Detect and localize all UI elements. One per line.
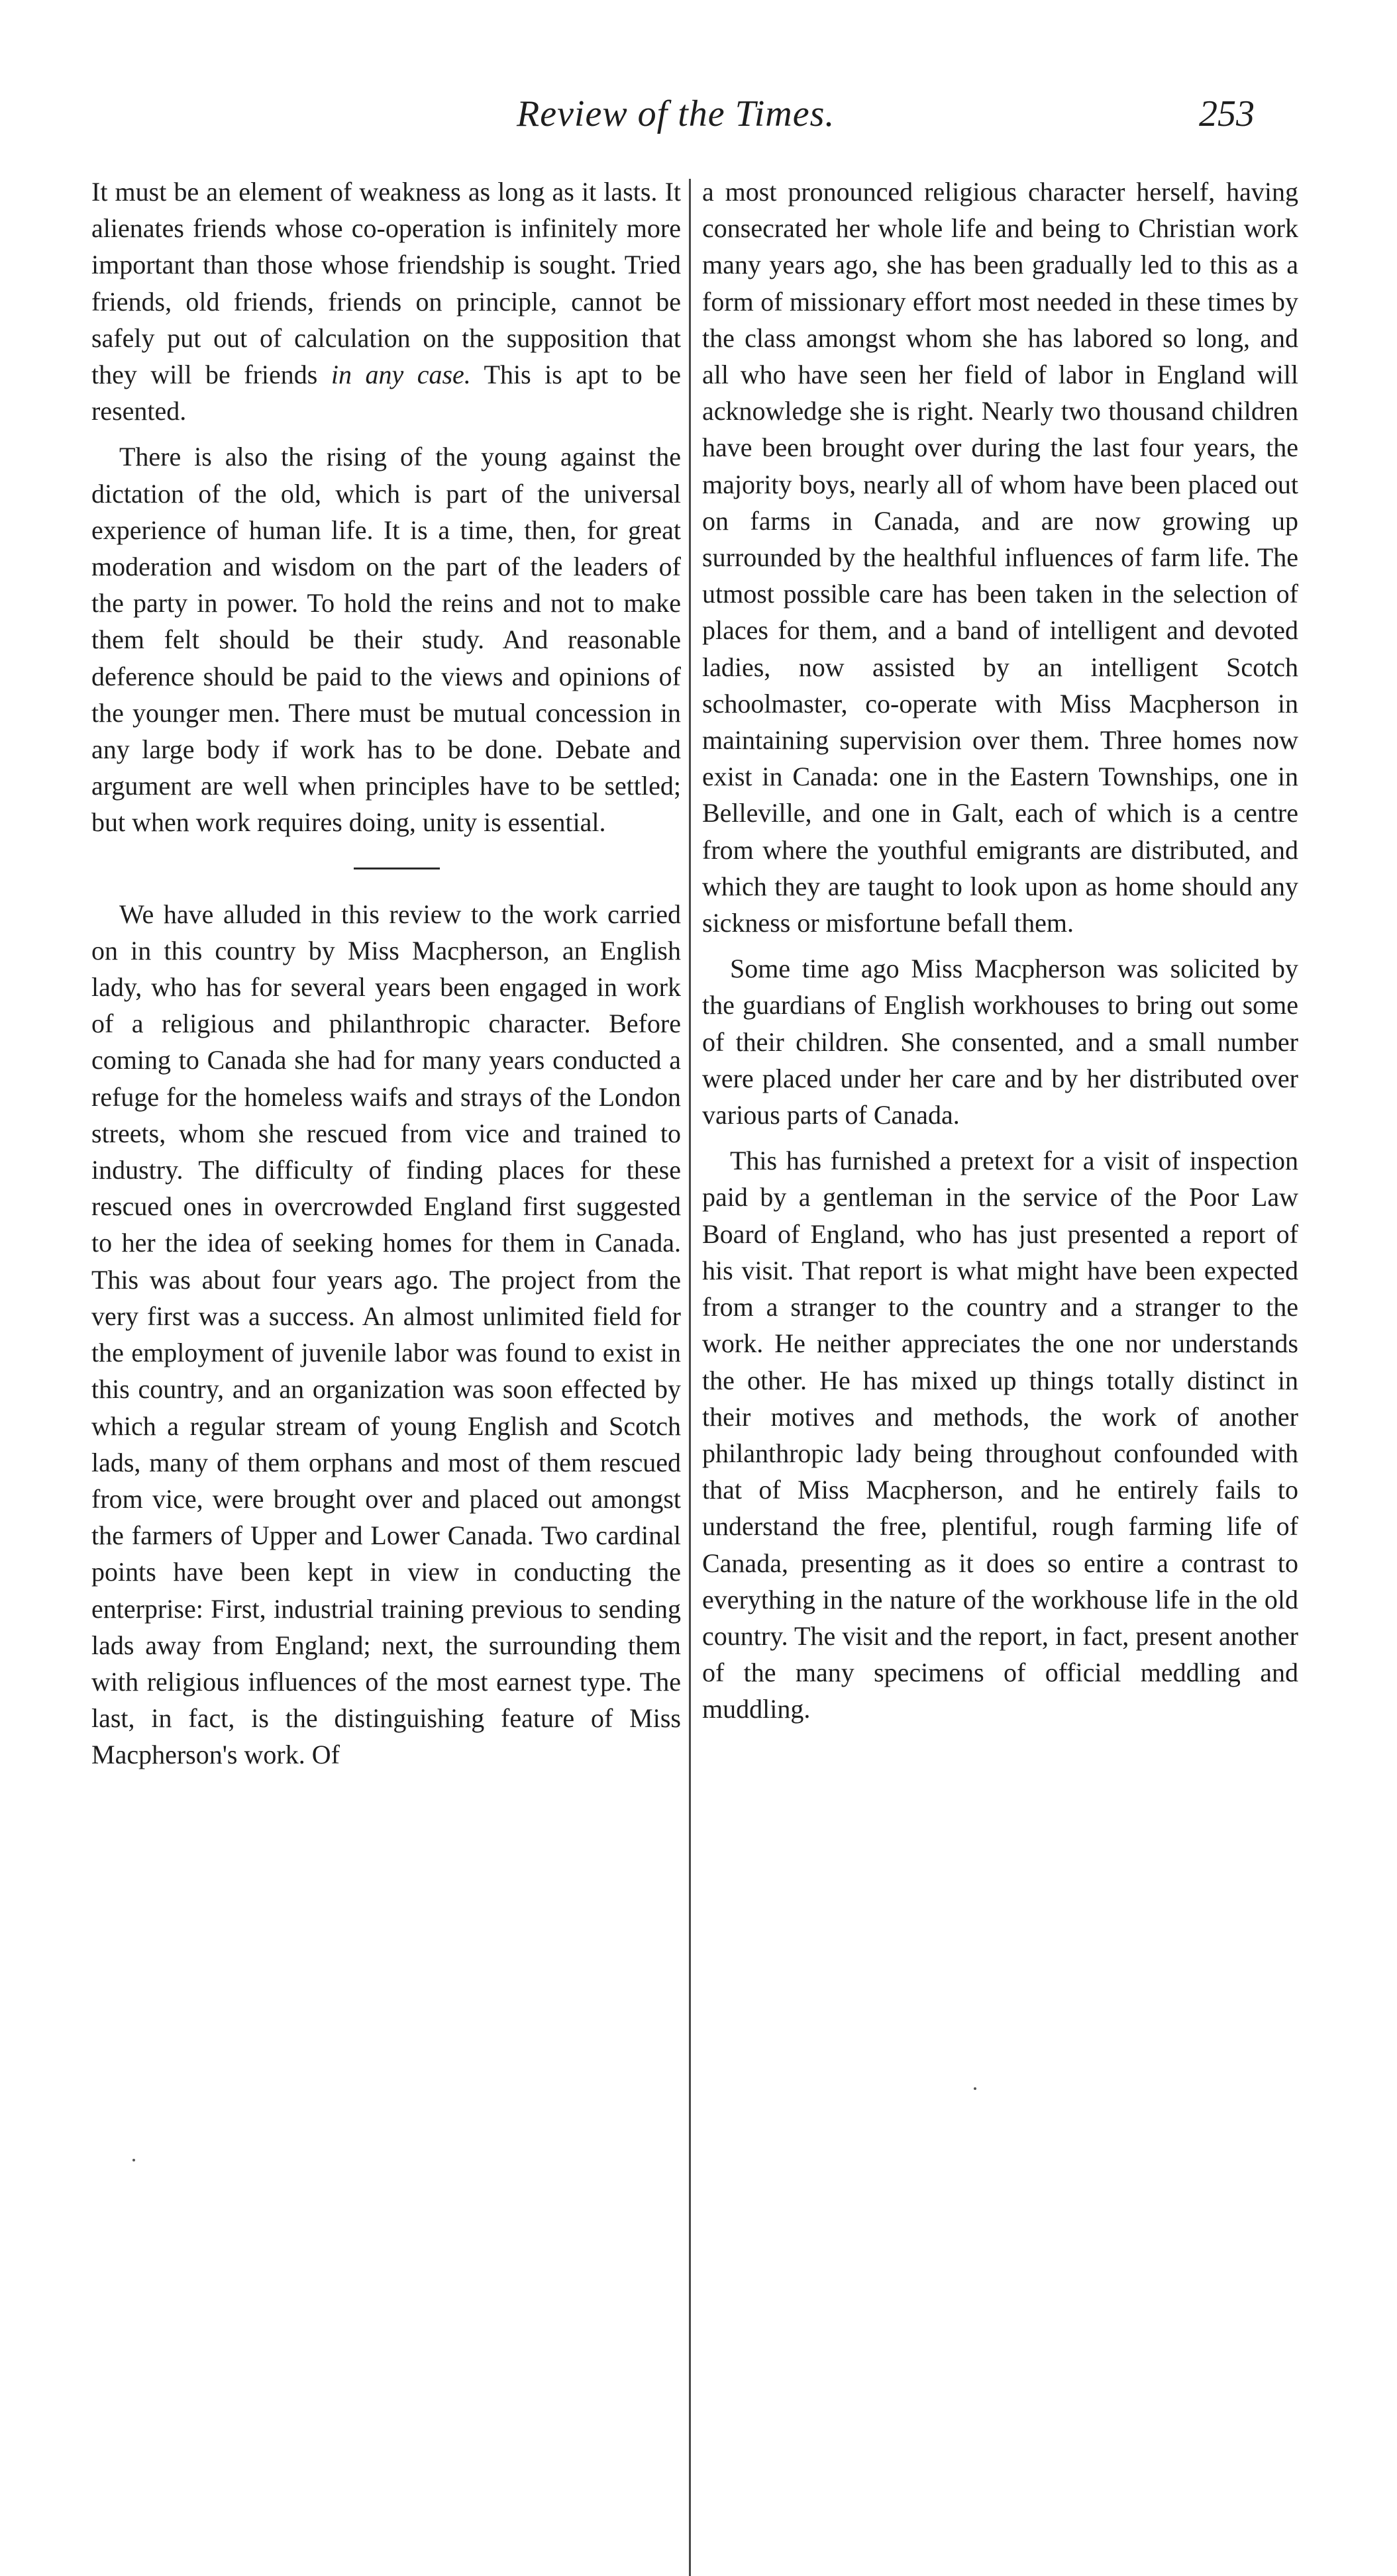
right-column: [702, 173, 1298, 1728]
page-number: 253: [1199, 93, 1255, 134]
paragraph-workhouses: Some time ago Miss Macpherson was solicited by the guardians of English workhouses to bring out some of their children. She consented, and a small number were placed under her care and by her distributed over various parts of Canada.: [702, 954, 1298, 1130]
paragraph-macpherson-intro: We have alluded in this review to the work carried on in this country by Miss Macpherson, an English lady, who has for several years been engaged in work of a religious and philanthropic character. Before coming to Canada she had for many years conducted a refuge for the homeless waifs and strays of the London streets, whom she rescued from vice and trained to industry. The difficulty of finding places for these rescued ones in overcrowded England first suggested to her the idea of seeking homes for them in Canada. This was about four years ago. The project from the very first was a success. An almost unlimited field for the employment of juvenile labor was found to exist in this country, and an organization was soon effected by which a regular stream of young English and Scotch lads, many of them orphans and most of them rescued from vice, were brought over and placed out amongst the farmers of Upper and Lower Canada. Two cardinal points have been kept in view in conducting the enterprise: First, industrial training previous to sending lads away from England; next, the surrounding them with religious influences of the most earnest type. The last, in fact, is the distinguishing feature of Miss Macpherson's work. Of: [91, 899, 681, 1770]
paragraph-weakness: [91, 173, 681, 429]
running-title: Review of the Times.: [517, 93, 835, 134]
paragraph-text: It must be an element of weakness as long as it lasts. It alienates friends whose co-operation is infinitely more important than those whose friendship is sought. Tried friends, old friends, friends on principle, cannot be safely put out of calculation on the supposition that they will be friends: [91, 177, 681, 390]
print-speck: [132, 2159, 135, 2161]
column-rule: [689, 179, 691, 2576]
emphasis-text: in any case.: [331, 360, 471, 390]
page-header: [0, 87, 1397, 147]
paragraph-inspection-report: This has furnished a pretext for a visit of inspection paid by a gentleman in the service of the Poor Law Board of England, who has just presented a report of his visit. That report is what might have been expected from a stranger to the country and a stranger to the work. He neither appreciates the one nor understands the other. He has mixed up things totally distinct in their motives and methods, the work of another philanthropic lady being throughout confounded with that of Miss Macpherson, and he entirely fails to understand the free, plentiful, rough farming life of Canada, presenting as it does so entire a contrast to everything in the nature of the workhouse life in the old country. The visit and the report, in fact, present another of the many specimens of official meddling and muddling.: [702, 1146, 1298, 1724]
print-speck: [974, 2087, 976, 2090]
paragraph-rising-young: There is also the rising of the young against the dictation of the old, which is part of the universal experience of human life. It is a time, then, for great moderation and wisdom on the part of the leaders of the party in power. To hold the reins and not to make them felt should be their study. And reasonable deference should be paid to the views and opinions of the younger men. There must be mutual concession in any large body if work has to be done. Debate and argument are well when principles have to be settled; but when work requires doing, unity is essential.: [91, 442, 681, 838]
paragraph-tail: This is apt to be resented.: [91, 360, 682, 426]
paragraph-religious-character: a most pronounced religious character herself, having consecrated her whole life and being to Christian work many years ago, she has been gradually led to this as a form of missionary effort most needed in these times by the class amongst whom she has labored so long, and all who have seen her field of labor in England will acknowledge she is right. Nearly two thousand children have been brought over during the last four years, the majority boys, nearly all of whom have been placed out on farms in Canada, and are now growing up surrounded by the healthful influences of farm life. The utmost possible care has been taken in the selection of places for them, and a band of intelligent and devoted ladies, now assisted by an intelligent Scotch schoolmaster, co-operate with Miss Macpherson in maintaining supervision over them. Three homes now exist in Canada: one in the Eastern Townships, one in Belleville, and one in Galt, each of which is a centre from where the youthful emigrants are distributed, and which they are taught to look upon as home should any sickness or misfortune befall them.: [702, 177, 1298, 938]
left-column: [91, 173, 681, 1773]
section-divider: [354, 867, 440, 869]
